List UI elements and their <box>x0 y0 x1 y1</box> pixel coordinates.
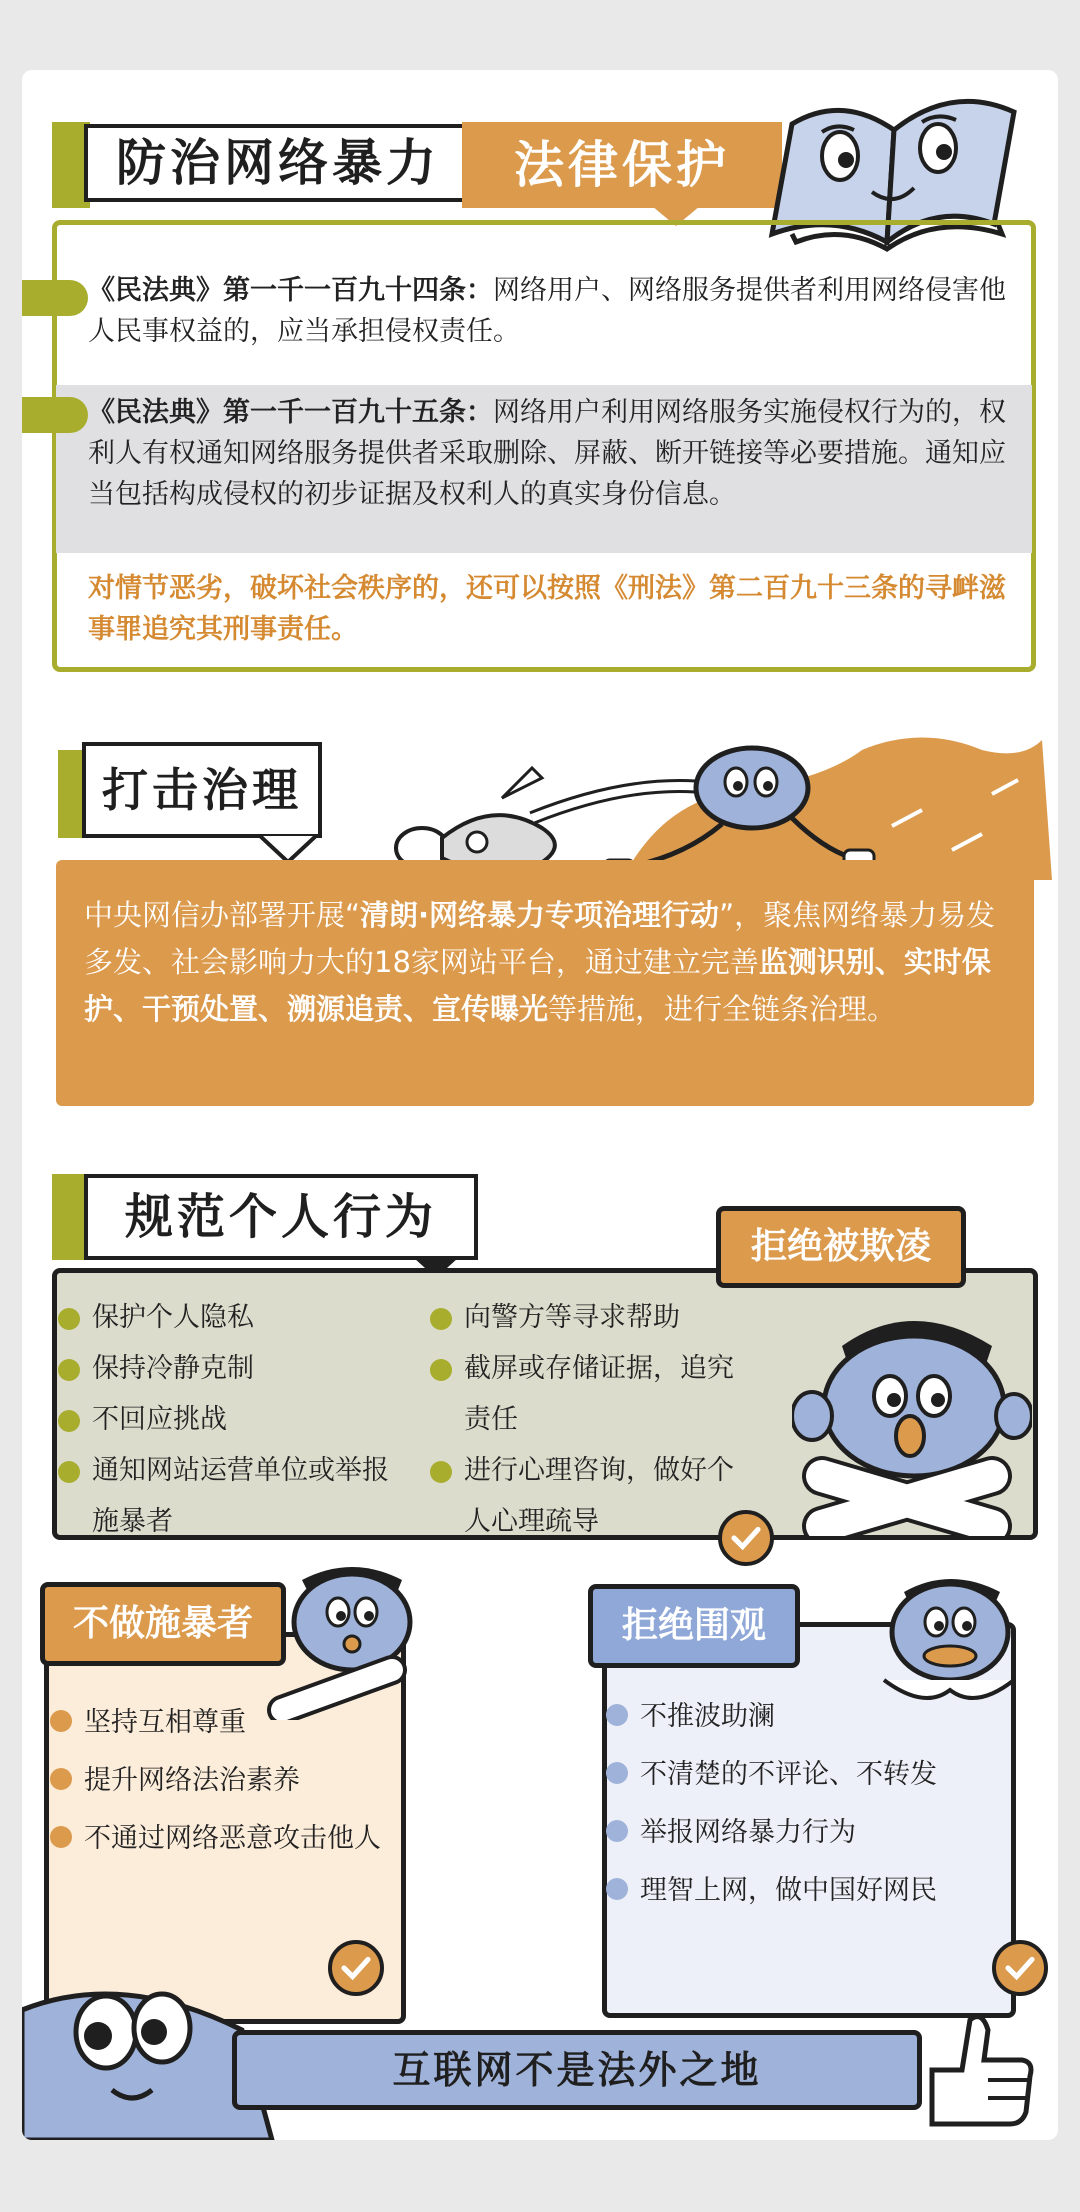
behavior-list-left <box>58 1292 398 1547</box>
behavior-list-right <box>430 1292 760 1547</box>
campaign-name: 清朗·网络暴力专项治理行动 <box>360 898 720 932</box>
list-item: 保持冷静克制 <box>58 1343 398 1394</box>
check-icon <box>718 1510 774 1566</box>
governance-text-part: 中央网信办部署开展“ <box>84 898 361 932</box>
thumbs-up-icon <box>922 2000 1042 2130</box>
law-article-1194 <box>88 270 1018 352</box>
section2-title: 打击治理 <box>82 742 322 838</box>
no-bystander-list <box>606 1688 1006 1920</box>
measures-list: 监测识别、实时保护、干预处置、溯源追责、宣传曝光 <box>84 945 991 1026</box>
criminal-law-note: 对情节恶劣，破坏社会秩序的，还可以按照《刑法》第二百九十三条的寻衅滋事罪追究其刑事责任。 <box>88 573 1006 645</box>
governance-text <box>84 892 1014 1033</box>
list-item: 通知网站运营单位或举报施暴者 <box>58 1445 398 1547</box>
list-item: 不通过网络恶意攻击他人 <box>50 1810 390 1868</box>
section1-subtitle: 法律保护 <box>462 122 782 208</box>
list-item: 向警方等寻求帮助 <box>430 1292 760 1343</box>
list-item: 坚持互相尊重 <box>50 1694 390 1752</box>
list-item: 不回应挑战 <box>58 1394 398 1445</box>
closing-banner: 互联网不是法外之地 <box>232 2030 922 2110</box>
law-marker-tab <box>22 280 88 316</box>
list-item: 截屏或存储证据，追究责任 <box>430 1343 760 1445</box>
section3-title: 规范个人行为 <box>84 1174 478 1260</box>
law-text: 网络用户、网络服务提供者利用网络侵害他人民事权益的，应当承担侵权责任。 <box>88 275 1006 347</box>
list-item: 保护个人隐私 <box>58 1292 398 1343</box>
law-article-1195 <box>88 392 1018 515</box>
list-item: 理智上网，做中国好网民 <box>606 1862 1006 1920</box>
governance-text-part: ”，聚焦网络暴力易发多发、社会影响力大的18家网站平台，通过建立完善 <box>84 898 996 979</box>
list-item: 不推波助澜 <box>606 1688 1006 1746</box>
list-item: 进行心理咨询，做好个人心理疏导 <box>430 1445 760 1547</box>
poster-page <box>22 70 1058 2140</box>
list-item: 提升网络法治素养 <box>50 1752 390 1810</box>
refuse-bullying-tag: 拒绝被欺凌 <box>716 1206 966 1288</box>
no-bystander-tag: 拒绝围观 <box>588 1584 800 1668</box>
law-text: 网络用户利用网络服务实施侵权行为的，权利人有权通知网络服务提供者采取删除、屏蔽、断开链接等必要措施。通知应当包括构成侵权的初步证据及权利人的真实身份信息。 <box>88 397 1006 510</box>
list-item: 举报网络暴力行为 <box>606 1804 1006 1862</box>
list-item: 不清楚的不评论、不转发 <box>606 1746 1006 1804</box>
no-abuser-tag: 不做施暴者 <box>40 1582 286 1666</box>
law-title: 《民法典》第一千一百九十四条： <box>88 275 493 306</box>
check-icon <box>992 1940 1048 1996</box>
law-marker-tab <box>22 397 88 433</box>
check-icon <box>328 1940 384 1996</box>
law-title: 《民法典》第一千一百九十五条： <box>88 397 493 428</box>
no-abuser-list <box>50 1694 390 1868</box>
refusing-mascot-icon <box>792 1306 1032 1536</box>
governance-text-part: 等措施，进行全链条治理。 <box>548 992 897 1026</box>
section1-title: 防治网络暴力 <box>84 124 472 202</box>
